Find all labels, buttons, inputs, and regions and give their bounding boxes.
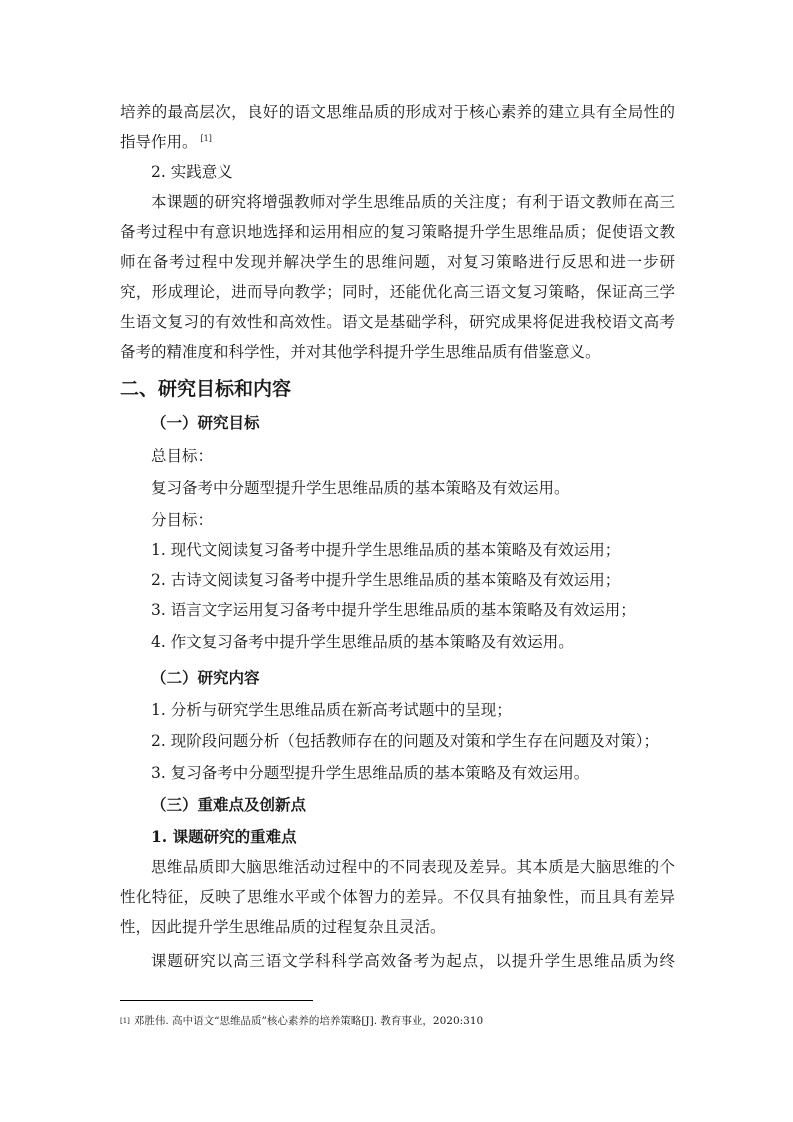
goals-heading: （一）研究目标: [151, 413, 260, 432]
content-heading: （二）研究内容: [151, 668, 260, 687]
paragraph-line: 培养的最高层次，良好的语文思维品质的形成对于核心素养的建立具有全局性的: [120, 103, 675, 121]
sub-goal-item: 1. 现代文阅读复习备考中提升学生思维品质的基本策略及有效运用；: [151, 541, 621, 559]
key-points-subheading: 1. 课题研究的重难点: [151, 827, 297, 846]
paragraph-line: 师在备考过程中发现并解决学生的思维问题，对复习策略进行反思和进一步研: [120, 253, 675, 271]
section-title: 二、研究目标和内容: [120, 378, 292, 400]
sub-goal-label: 分目标：: [151, 511, 214, 529]
paragraph-line: 课题研究以高三语文学科科学高效备考为起点，以提升学生思维品质为终: [151, 952, 675, 970]
paragraph-line: [120, 132, 675, 152]
sub-goal-item: 3. 语言文字运用复习备考中提升学生思维品质的基本策略及有效运用；: [151, 601, 636, 619]
paragraph-line: 思维品质即大脑思维活动过程中的不同表现及差异。其本质是大脑思维的个: [151, 858, 675, 876]
footnote-marker: [1]: [120, 1017, 130, 1025]
content-item: 1. 分析与研究学生思维品质在新高考试题中的呈现；: [151, 701, 512, 719]
paragraph-line-text: 指导作用。: [120, 133, 198, 151]
footnote-separator: [120, 1000, 313, 1001]
paragraph-line: 生语文复习的有效性和高效性。语文是基础学科，研究成果将促进我校语文高考: [120, 313, 675, 331]
paragraph-line: 备考的精准度和科学性，并对其他学科提升学生思维品质有借鉴意义。: [120, 343, 601, 361]
paragraph-line: 性化特征，反映了思维水平或个体智力的差异。不仅具有抽象性，而且具有差异: [120, 888, 675, 906]
sub-goal-item: 4. 作文复习备考中提升学生思维品质的基本策略及有效运用。: [151, 633, 574, 651]
practical-significance-heading: 2. 实践意义: [151, 163, 233, 181]
paragraph-line: 备考过程中有意识地选择和运用相应的复习策略提升学生思维品质；促使语文教: [120, 223, 675, 241]
paragraph-line: 性，因此提升学生思维品质的过程复杂且灵活。: [120, 918, 446, 936]
paragraph-line: 究，形成理论，进而导向教学；同时，还能优化高三语文复习策略，保证高三学: [120, 283, 675, 301]
footnote-reference[interactable]: [1]: [200, 134, 212, 143]
sub-goal-item: 2. 古诗文阅读复习备考中提升学生思维品质的基本策略及有效运用；: [151, 571, 621, 589]
footnote-text: 邓胜伟. 高中语文“思维品质”核心素养的培养策略[J]. 教育事业，2020:310: [133, 1015, 484, 1027]
overall-goal-label: 总目标：: [151, 447, 214, 465]
footnote: [120, 1014, 680, 1028]
overall-goal-text: 复习备考中分题型提升学生思维品质的基本策略及有效运用。: [151, 479, 570, 497]
key-points-heading: （三）重难点及创新点: [151, 795, 307, 814]
content-item: 3. 复习备考中分题型提升学生思维品质的基本策略及有效运用。: [151, 764, 590, 782]
content-item: 2. 现阶段问题分析（包括教师存在的问题及对策和学生存在问题及对策）；: [151, 732, 659, 750]
paragraph-line: 本课题的研究将增强教师对学生思维品质的关注度；有利于语文教师在高三: [151, 193, 675, 211]
